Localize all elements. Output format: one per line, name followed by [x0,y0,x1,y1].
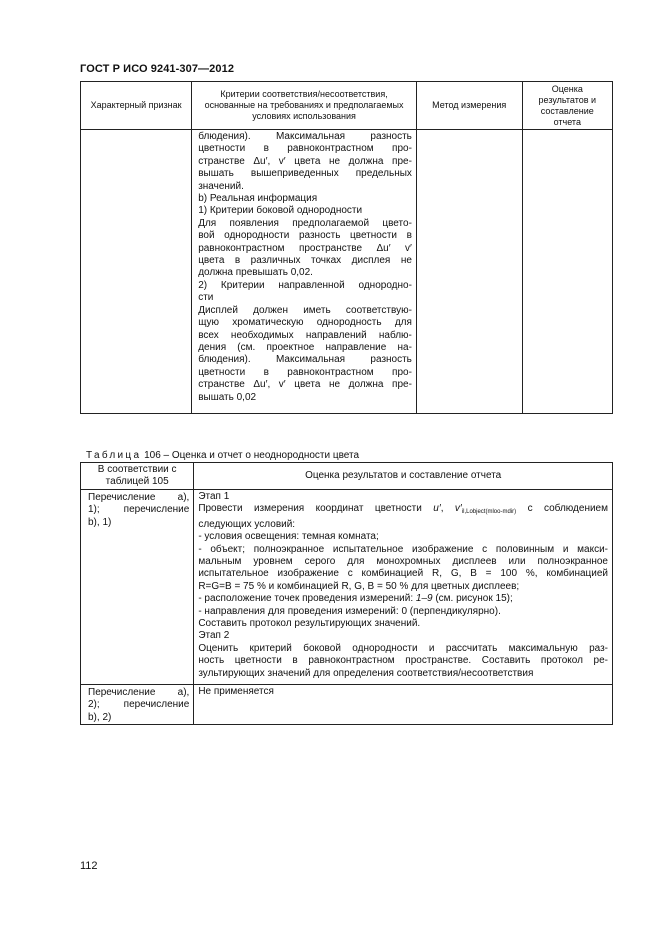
condition-object-line: испытательное изображение с комбинацией R, G, B = 100 %, комбинацией [198,568,608,580]
reference-line: Перечисление a), [88,492,190,503]
measurement-subscript: il,Lobject(mloo-mdir) [461,509,517,516]
criteria-line: 1) Критерии боковой однородности [198,205,363,217]
reference-line: b), 1) [88,516,112,528]
criteria-line: блюдения). Максимальная разность [198,131,412,142]
table-caption [86,450,359,461]
evaluation-cell [522,130,612,414]
criteria-line: равноконтрастном пространстве Δu′ v′ [198,242,412,254]
criteria-line: вышать 0,02 [198,391,257,403]
criteria-line: странстве Δu′, v′ цвета не должна пре- [198,155,412,167]
step-2-label: Этап 2 [198,630,230,642]
column-header-criteria: Критерии соответствия/несоответствия, основанные на требованиях и предполагаемых условиях использования [192,82,417,130]
table-row [81,685,613,725]
feature-cell [81,130,192,414]
step-2-line: Оценить критерий боковой однородности и рассчитать максимальную раз- [198,642,608,654]
criteria-line: цветности в равноконтрастном про- [198,366,412,378]
condition-points-suffix: (см. рисунок 15); [432,593,513,605]
not-applicable-cell: Не применяется [194,685,613,725]
criteria-line: Дисплей должен иметь соответствую- [198,304,412,316]
reference-line: Перечисление a), [88,687,190,698]
table-header-row [81,82,613,130]
criteria-line: сти [198,292,214,304]
column-header-evaluation: Оценка результатов и составление отчета [522,82,612,130]
column-header-reference: В соответствии с таблицей 105 [81,463,194,490]
criteria-line: дения (см. проектное направление на- [198,341,412,353]
criteria-cell [192,130,417,414]
measurement-line-2: следующих условий: [198,518,296,530]
table-caption-label: Таблица [86,450,142,461]
table-row [81,130,613,414]
table-header-row [81,463,613,490]
criteria-line: 2) Критерии направленной однородно- [198,279,412,291]
measurement-text: Провести измерения координат цветности [198,503,434,515]
reference-line: 2); перечисление [88,699,190,711]
criteria-line: странстве Δu′, v′ цвета не должна пре- [198,379,412,391]
criteria-line: цветности в равноконтрастном про- [198,143,412,155]
criteria-line: значений. [198,180,244,192]
step-2-line: зультирующих значений для определения соответствия/несоответствия [198,667,534,679]
condition-directions: - направления для проведения измерений: 0 (перпендикулярно). [198,605,501,617]
condition-points [198,593,608,605]
condition-object-line: - объект; полноэкранное испытательное изображение с половинным и макси- [198,543,608,555]
condition-object-line: R=G=B = 75 % и комбинацией R, G, B = 50 % для цветных дисплеев; [198,580,520,592]
step-1-label: Этап 1 [198,491,230,502]
reference-line: b), 2) [88,711,112,723]
criteria-line: блюдения). Максимальная разность [198,354,412,366]
column-header-feature: Характерный признак [81,82,192,130]
measurement-line: Провести измерения координат цветности u′, $v'_{il,Lobject(mloo-mdir)}$ с соблюдением [198,503,608,516]
method-cell [416,130,522,414]
condition-object-line: мальным уровнем серого для монохромных дисплеев или полноэкранное [198,556,608,568]
criteria-line: вой однородности разность цветности в [198,230,412,242]
reference-line: 1); перечисление [88,504,190,516]
criteria-table [80,81,613,414]
criteria-line: щую хроматическую однородность для [198,317,412,329]
criteria-line: вышать вышеприведенных предельных [198,168,412,180]
table-row [81,490,613,685]
condition-points-prefix: - расположение точек проведения измерений: [198,593,416,605]
points-range: 1–9 [415,593,433,605]
reference-cell [81,685,194,725]
criteria-line: Для появления предполагаемой цвето- [198,217,412,229]
measurement-tail: с соблюдением [516,503,608,515]
criteria-line: цвета в различных точках дисплея не [198,255,412,267]
step-2-line: ность цветности в равноконтрастном пространстве. Составить протокол ре- [198,655,608,667]
criteria-line: должна превышать 0,02. [198,267,313,279]
document-header: ГОСТ Р ИСО 9241-307—2012 [80,63,235,75]
evaluation-table [80,462,613,725]
condition-lighting: - условия освещения: темная комната; [198,531,379,543]
page-number: 112 [80,860,98,872]
var-u: u′ [433,503,441,515]
var-v: v′ [454,503,462,515]
column-header-evaluation-report: Оценка результатов и составление отчета [194,463,613,490]
evaluation-cell [194,490,613,685]
criteria-line: b) Реальная информация [198,193,318,205]
reference-cell [81,490,194,685]
protocol-line: Составить протокол результирующих значений. [198,618,421,630]
criteria-line: всех необходимых направлений наблю- [198,329,412,341]
column-header-method: Метод измерения [416,82,522,130]
table-caption-text: 106 – Оценка и отчет о неоднородности цвета [141,450,360,461]
